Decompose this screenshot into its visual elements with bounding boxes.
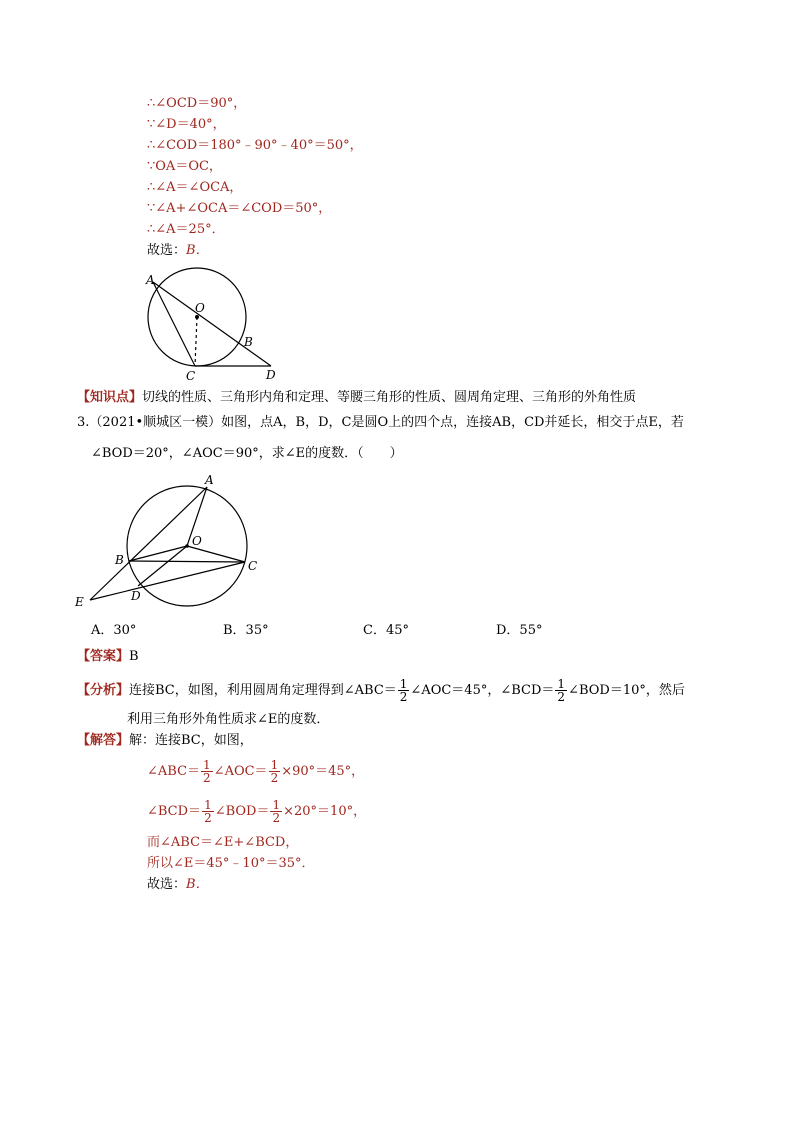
fraction-denominator: 2	[399, 690, 408, 704]
prev-step-7: ∴∠A＝25°．	[147, 222, 225, 237]
fig2-line-ea	[90, 487, 207, 600]
fig2-label-d: D	[131, 589, 141, 603]
option-d: D．55°	[496, 623, 543, 638]
prev-step-2: ∵∠D＝40°，	[147, 117, 226, 132]
abc-part-1: ∠ABC＝	[147, 764, 201, 779]
prev-step-3: ∴∠COD＝180°﹣90°﹣40°＝50°，	[147, 138, 363, 153]
fig2-label-a: A	[205, 473, 214, 487]
fraction-numerator: 1	[399, 677, 408, 691]
fraction-numerator: 1	[204, 798, 212, 812]
fig2-label-o: O	[192, 534, 202, 548]
fraction-half	[269, 759, 281, 784]
fraction-half	[201, 759, 213, 784]
fig2-center-dot	[185, 544, 189, 548]
fraction-numerator: 1	[203, 758, 211, 772]
fig2-label-e: E	[75, 595, 84, 609]
knowledge-row	[77, 389, 636, 407]
analysis-line-1	[77, 678, 685, 704]
fig2-label-c: C	[248, 559, 258, 573]
prev-choice	[147, 242, 209, 260]
prev-step-1: ∴∠OCD＝90°，	[147, 96, 247, 111]
fraction-denominator: 2	[204, 811, 212, 825]
fig1-center-dot	[195, 315, 199, 319]
question-line-2: ∠BOD＝20°，∠AOC＝90°，求∠E的度数．（ ）	[91, 446, 403, 461]
solution-intro: 解：连接BC，如图，	[129, 733, 253, 748]
question-line-1: 3.（2021•顺城区一模）如图，点A，B，D，C是圆O上的四个点，连接AB，CD并延长，相交于点E，若	[77, 415, 684, 430]
fig1-label-a: A	[146, 273, 155, 287]
fraction-numerator: 1	[270, 758, 279, 772]
figure-1-circle-tangent	[140, 262, 310, 382]
prev-step-6: ∵∠A+∠OCA＝∠COD＝50°，	[147, 201, 332, 216]
solution-line-4: 而∠ABC＝∠E+∠BCD，	[147, 835, 299, 850]
solution-intro-row	[77, 732, 253, 750]
fig2-line-bc	[129, 561, 245, 562]
abc-part-3: ×90°＝45°，	[281, 764, 365, 779]
analysis-part-2: ∠AOC＝45°，∠BCD＝	[410, 683, 555, 698]
fraction-numerator: 1	[272, 798, 281, 812]
analysis-line-2: 利用三角形外角性质求∠E的度数．	[127, 712, 330, 727]
answer-tag: 【答案】	[77, 649, 130, 664]
answer-value: B	[129, 649, 139, 664]
analysis-part-1: 连接BC，如图，利用圆周角定理得到∠ABC＝	[129, 683, 397, 698]
fraction-half	[202, 799, 214, 824]
fraction-denominator: 2	[557, 690, 566, 704]
prev-choice-value: B．	[186, 243, 209, 258]
prev-step-4: ∵OA＝OC，	[147, 159, 222, 174]
solution-bcd-line	[147, 799, 366, 825]
solution-choice-prefix: 故选：	[147, 877, 187, 892]
fraction-denominator: 2	[270, 771, 279, 785]
abc-part-2: ∠AOC＝	[213, 764, 268, 779]
fig1-line-ac	[153, 282, 195, 366]
option-b: B．35°	[223, 623, 269, 638]
fraction-denominator: 2	[272, 811, 281, 825]
fig2-line-oc	[187, 546, 245, 562]
solution-choice	[147, 876, 209, 894]
figure-2-circle-secants	[70, 472, 270, 617]
analysis-tag: 【分析】	[77, 683, 130, 698]
solution-tag: 【解答】	[77, 733, 130, 748]
fraction-half	[555, 678, 567, 703]
fraction-numerator: 1	[557, 677, 566, 691]
knowledge-tag: 【知识点】	[77, 390, 143, 405]
solution-abc-line	[147, 759, 364, 785]
fig1-line-oc	[195, 317, 197, 366]
option-c: C．45°	[363, 623, 409, 638]
analysis-part-3: ∠BOD＝10°，然后	[568, 683, 685, 698]
prev-choice-prefix: 故选：	[147, 243, 187, 258]
answer-row	[77, 648, 139, 666]
bcd-part-1: ∠BCD＝	[147, 804, 202, 819]
fig2-label-b: B	[115, 553, 124, 567]
fraction-half	[270, 799, 282, 824]
bcd-part-3: ×20°＝10°，	[283, 804, 367, 819]
fraction-half	[398, 678, 410, 703]
fig1-label-c: C	[186, 369, 196, 382]
knowledge-text: 切线的性质、三角形内角和定理、等腰三角形的性质、圆周角定理、三角形的外角性质	[142, 390, 637, 405]
bcd-part-2: ∠BOD＝	[214, 804, 270, 819]
fig1-line-ad	[153, 282, 271, 366]
prev-step-5: ∴∠A＝∠OCA，	[147, 180, 243, 195]
solution-line-5: 所以∠E＝45°﹣10°＝35°．	[147, 856, 315, 871]
fraction-denominator: 2	[203, 771, 211, 785]
option-a: A．30°	[91, 623, 137, 638]
fig1-label-b: B	[244, 335, 253, 349]
solution-choice-value: B．	[186, 877, 209, 892]
fig1-label-d: D	[266, 368, 276, 382]
fig1-label-o: O	[195, 301, 205, 315]
